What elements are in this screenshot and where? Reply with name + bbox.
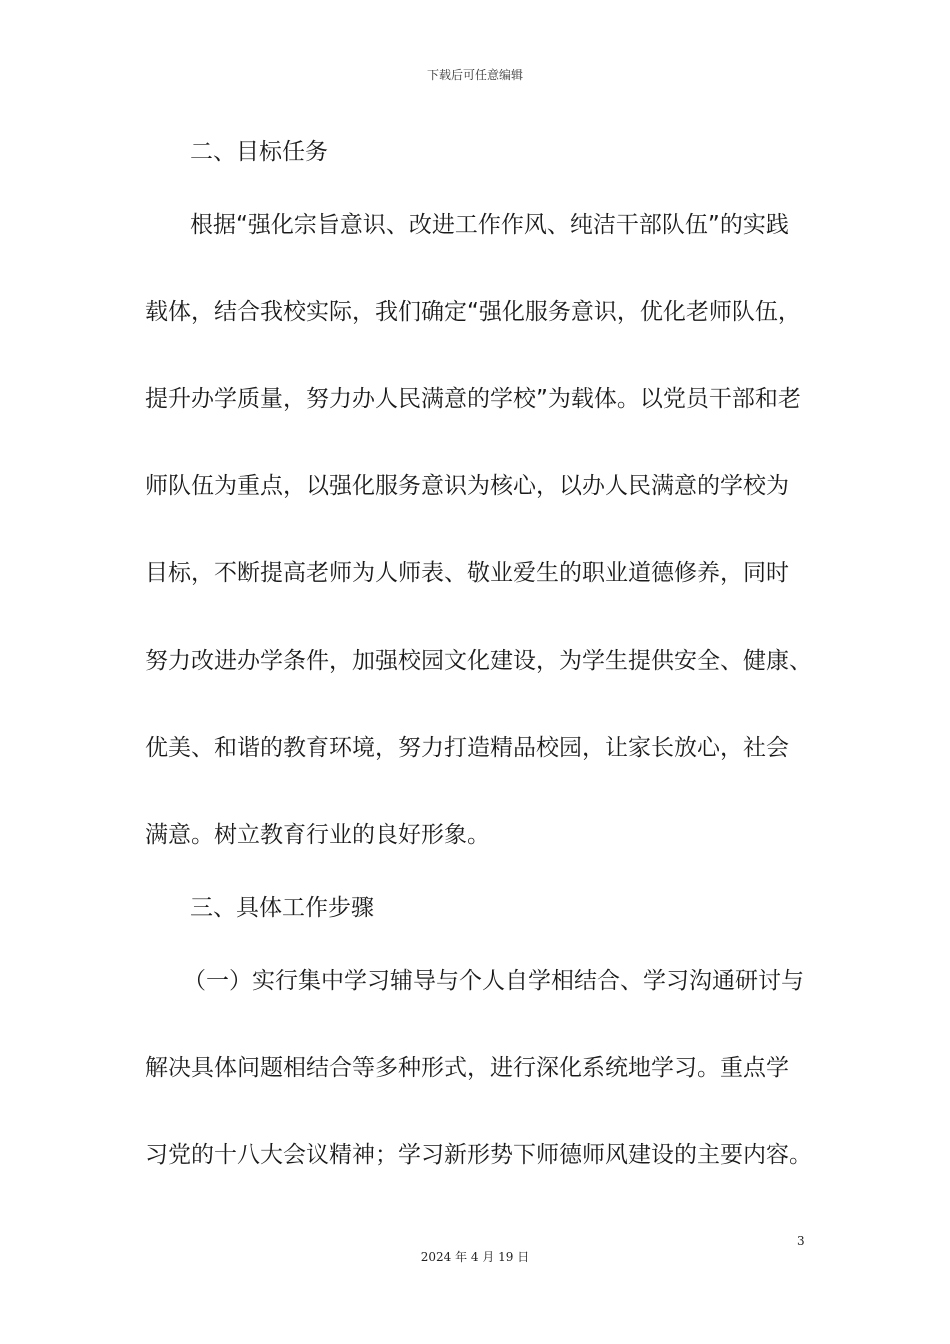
paragraph-line: （一）实行集中学习辅导与个人自学相结合、学习沟通研讨与 xyxy=(183,968,804,994)
paragraph-line: 努力改进办学条件，加强校园文化建设，为学生提供安全、健康、 xyxy=(145,648,812,674)
paragraph-line: 习党的十八大会议精神；学习新形势下师德师风建设的主要内容。 xyxy=(145,1142,812,1168)
paragraph-line: 师队伍为重点，以强化服务意识为核心，以办人民满意的学校为 xyxy=(145,473,789,499)
paragraph-line: 提升办学质量，努力办人民满意的学校”为载体。以党员干部和老 xyxy=(145,386,801,412)
page-number: 3 xyxy=(797,1234,805,1248)
paragraph-line: 满意。树立教育行业的良好形象。 xyxy=(145,822,490,848)
footer-date: 2024 年 4 月 19 日 xyxy=(420,1250,530,1264)
section-heading-2: 二、目标任务 xyxy=(190,139,328,165)
page-header: 下载后可任意编辑 xyxy=(426,68,523,82)
paragraph-line: 目标，不断提高老师为人师表、敬业爱生的职业道德修养，同时 xyxy=(145,560,789,586)
paragraph-line: 载体，结合我校实际，我们确定“强化服务意识，优化老师队伍， xyxy=(145,299,801,325)
paragraph-line: 根据“强化宗旨意识、改进工作作风、纯洁干部队伍”的实践 xyxy=(190,212,789,238)
section-heading-3: 三、具体工作步骤 xyxy=(190,895,374,921)
paragraph-line: 解决具体问题相结合等多种形式，进行深化系统地学习。重点学 xyxy=(145,1055,789,1081)
paragraph-line: 优美、和谐的教育环境，努力打造精品校园，让家长放心，社会 xyxy=(145,735,789,761)
